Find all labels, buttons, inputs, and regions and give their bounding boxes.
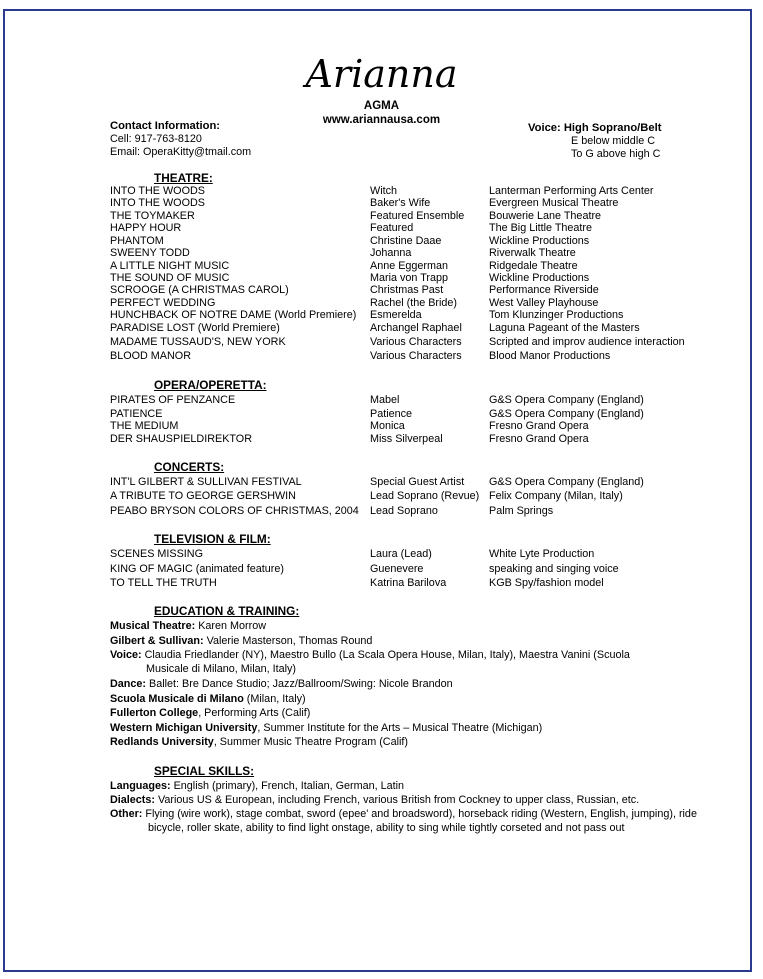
credit-title: HUNCHBACK OF NOTRE DAME (World Premiere) (110, 309, 357, 321)
tv-film-heading: TELEVISION & FILM: (154, 532, 271, 546)
education-line (110, 635, 372, 648)
credit-role: Guenevere (370, 563, 424, 575)
skill-line (148, 822, 625, 835)
credit-company: KGB Spy/fashion model (489, 577, 604, 589)
credit-company: Fresno Grand Opera (489, 433, 589, 445)
credit-role: Christine Daae (370, 235, 442, 247)
credit-company: speaking and singing voice (489, 563, 619, 575)
credit-role: Monica (370, 420, 405, 432)
credit-role: Witch (370, 185, 397, 197)
credit-role: Various Characters (370, 350, 462, 362)
voice-range-low: E below middle C (571, 135, 656, 147)
credit-company: Blood Manor Productions (489, 350, 611, 362)
concerts-heading: CONCERTS: (154, 460, 225, 474)
opera-heading: OPERA/OPERETTA: (154, 378, 267, 392)
education-detail: Musicale di Milano, Milan, Italy) (146, 663, 297, 675)
voice-range-high: To G above high C (571, 148, 661, 160)
credit-title: PARADISE LOST (World Premiere) (110, 322, 280, 334)
credit-company: Bouwerie Lane Theatre (489, 210, 602, 222)
credit-title: INTO THE WOODS (110, 197, 205, 209)
credit-role: Mabel (370, 394, 400, 406)
education-detail: , Performing Arts (Calif) (198, 707, 311, 719)
credit-title: SCENES MISSING (110, 548, 203, 560)
credit-role: Lead Soprano (Revue) (370, 490, 480, 502)
credit-company: Wickline Productions (489, 235, 590, 247)
credit-role: Christmas Past (370, 284, 444, 296)
education-label: Voice: (110, 649, 142, 661)
education-line (110, 722, 542, 735)
credit-company: Laguna Pageant of the Masters (489, 322, 640, 334)
skill-label: Dialects: (110, 794, 156, 806)
credit-company: Evergreen Musical Theatre (489, 197, 619, 209)
credit-role: Featured (370, 222, 414, 234)
credit-role: Baker's Wife (370, 197, 431, 209)
credit-company: Palm Springs (489, 505, 554, 517)
credit-company: White Lyte Production (489, 548, 595, 560)
education-label: Gilbert & Sullivan: (110, 635, 204, 647)
education-label: Fullerton College (110, 707, 199, 719)
skill-line (110, 780, 404, 793)
education-line (110, 678, 453, 691)
credit-company: Ridgedale Theatre (489, 260, 578, 272)
credit-title: TO TELL THE TRUTH (110, 577, 217, 589)
skills-heading: SPECIAL SKILLS: (154, 764, 255, 778)
credit-role: Johanna (370, 247, 412, 259)
credit-role: Katrina Barilova (370, 577, 447, 589)
credit-title: PATIENCE (110, 408, 163, 420)
union-affiliation: AGMA (363, 100, 400, 112)
theatre-heading: THEATRE: (154, 171, 213, 185)
credit-company: Lanterman Performing Arts Center (489, 185, 654, 197)
skill-detail: Various US & European, including French, various British from Cockney to upper class, Russian, etc. (155, 794, 640, 806)
contact-cell: Cell: 917-763-8120 (110, 133, 202, 145)
education-line (110, 649, 630, 662)
credit-role: Archangel Raphael (370, 322, 462, 334)
education-line (110, 707, 310, 720)
education-line (110, 620, 266, 633)
education-detail: Ballet: Bre Dance Studio; Jazz/Ballroom/Swing: Nicole Brandon (146, 678, 453, 690)
education-label: Musical Theatre: (110, 620, 196, 632)
education-line (110, 736, 408, 749)
skill-line (110, 794, 639, 807)
credit-role: Special Guest Artist (370, 476, 465, 488)
credit-title: INTO THE WOODS (110, 185, 205, 197)
credit-company: Felix Company (Milan, Italy) (489, 490, 623, 502)
skill-line (110, 808, 697, 821)
education-detail: , Summer Music Theatre Program (Calif) (213, 736, 409, 748)
credit-title: THE MEDIUM (110, 420, 179, 432)
credit-company: G&S Opera Company (England) (489, 394, 644, 406)
credit-title: PIRATES OF PENZANCE (110, 394, 236, 406)
credit-title: SWEENY TODD (110, 247, 190, 259)
credit-title: KING OF MAGIC (animated feature) (110, 563, 284, 575)
credit-company: Wickline Productions (489, 272, 590, 284)
credit-company: G&S Opera Company (England) (489, 408, 644, 420)
education-label: Dance: (110, 678, 147, 690)
voice-label: Voice: High Soprano/Belt (528, 122, 662, 134)
credit-role: Patience (370, 408, 413, 420)
education-detail: Karen Morrow (195, 620, 267, 632)
education-line (146, 663, 296, 676)
skill-detail: English (primary), French, Italian, German, Latin (170, 780, 405, 792)
credit-title: SCROOGE (A CHRISTMAS CAROL) (110, 284, 289, 296)
contact-label: Contact Information: (110, 120, 221, 132)
credit-role: Various Characters (370, 336, 462, 348)
credit-role: Maria von Trapp (370, 272, 449, 284)
credit-role: Featured Ensemble (370, 210, 465, 222)
credit-company: G&S Opera Company (England) (489, 476, 644, 488)
credit-title: PHANTOM (110, 235, 164, 247)
education-label: Western Michigan University (110, 722, 258, 734)
education-detail: (Milan, Italy) (243, 693, 306, 705)
skill-detail: Flying (wire work), stage combat, sword (epee' and broadsword), horseback riding (Western, English, jumping), ride (142, 808, 697, 820)
credit-company: Fresno Grand Opera (489, 420, 589, 432)
credit-title: A TRIBUTE TO GEORGE GERSHWIN (110, 490, 296, 502)
education-detail: Claudia Friedlander (NY), Maestro Bullo (La Scala Opera House, Milan, Italy), Maestra Vanini (Scuola (141, 649, 630, 661)
credit-title: THE SOUND OF MUSIC (110, 272, 230, 284)
credit-title: PERFECT WEDDING (110, 297, 216, 309)
credit-company: Scripted and improv audience interaction (489, 336, 685, 348)
credit-company: Riverwalk Theatre (489, 247, 576, 259)
education-label: Redlands University (110, 736, 214, 748)
credit-role: Anne Eggerman (370, 260, 449, 272)
credit-role: Lead Soprano (370, 505, 438, 517)
credit-title: PEABO BRYSON COLORS OF CHRISTMAS, 2004 (110, 505, 359, 517)
skill-label: Languages: (110, 780, 171, 792)
education-line (110, 693, 306, 706)
credit-role: Esmerelda (370, 309, 422, 321)
skill-label: Other: (110, 808, 143, 820)
education-label: Scuola Musicale di Milano (110, 693, 244, 705)
credit-title: A LITTLE NIGHT MUSIC (110, 260, 230, 272)
credit-title: INT'L GILBERT & SULLIVAN FESTIVAL (110, 476, 302, 488)
credit-company: Performance Riverside (489, 284, 599, 296)
credit-company: West Valley Playhouse (489, 297, 599, 309)
credit-company: The Big Little Theatre (489, 222, 593, 234)
credit-title: DER SHAUSPIELDIREKTOR (110, 433, 252, 445)
education-detail: Valerie Masterson, Thomas Round (203, 635, 373, 647)
website-link[interactable]: www.ariannausa.com (322, 114, 441, 126)
education-heading: EDUCATION & TRAINING: (154, 604, 300, 618)
credit-title: THE TOYMAKER (110, 210, 195, 222)
contact-email[interactable]: Email: OperaKitty@tmail.com (110, 146, 252, 158)
credit-role: Rachel (the Bride) (370, 297, 458, 309)
credit-role: Laura (Lead) (370, 548, 432, 560)
credit-title: HAPPY HOUR (110, 222, 182, 234)
credit-title: BLOOD MANOR (110, 350, 191, 362)
credit-title: MADAME TUSSAUD'S, NEW YORK (110, 336, 286, 348)
credit-role: Miss Silverpeal (370, 433, 443, 445)
education-detail: , Summer Institute for the Arts – Musical Theatre (Michigan) (257, 722, 543, 734)
credit-company: Tom Klunzinger Productions (489, 309, 624, 321)
performer-name: Arianna (305, 52, 458, 96)
skill-detail: bicycle, roller skate, ability to find light onstage, ability to sing while tightly corseted and not pass out (148, 822, 625, 834)
